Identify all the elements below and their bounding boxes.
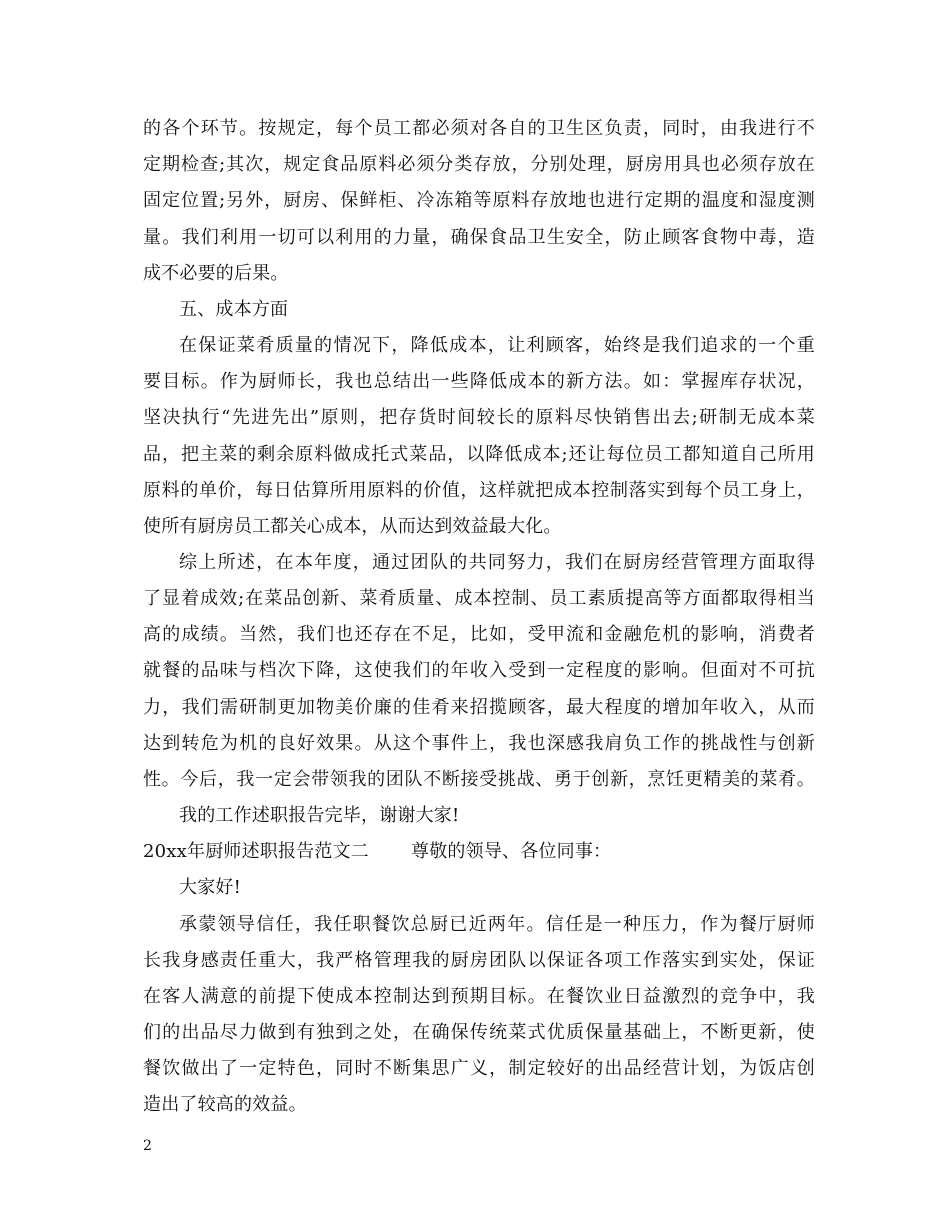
- paragraph-line: 综上所述，在本年度，通过团队的共同努力，我们在厨房经营管理方面取得: [179, 552, 815, 573]
- paragraph-line: 要目标。作为厨师长，我也总结出一些降低成本的新方法。如：掌握库存状况，: [143, 371, 815, 392]
- paragraph-line: 坚决执行“先进先出”原则，把存货时间较长的原料尽快销售出去;研制无成本菜: [143, 407, 815, 428]
- paragraph-line: 长我身感责任重大，我严格管理我的厨房团队以保证各项工作落实到实处，保证: [143, 950, 815, 971]
- paragraph-line: 量。我们利用一切可以利用的力量，确保食品卫生安全，防止顾客食物中毒，造: [143, 227, 815, 248]
- document-title: 20xx年厨师述职报告范文二: [143, 841, 370, 862]
- paragraph-line: 品，把主菜的剩余原料做成托式菜品，以降低成本;还让每位员工都知道自己所用: [143, 444, 815, 465]
- paragraph-line: 我的工作述职报告完毕，谢谢大家!: [179, 805, 460, 826]
- paragraph-line: 在保证菜肴质量的情况下，降低成本，让利顾客，始终是我们追求的一个重: [179, 335, 815, 356]
- paragraph-line: 餐饮做出了一定特色，同时不断集思广义，制定较好的出品经营计划，为饭店创: [143, 1058, 815, 1079]
- paragraph-line: 达到转危为机的良好效果。从这个事件上，我也深感我肩负工作的挑战性与创新: [143, 733, 815, 754]
- paragraph-line: 定期检查;其次，规定食品原料必须分类存放，分别处理，厨房用具也必须存放在: [143, 154, 815, 175]
- paragraph-line: 承蒙领导信任，我任职餐饮总厨已近两年。信任是一种压力，作为餐厅厨师: [179, 914, 815, 935]
- section-heading: 五、成本方面: [179, 299, 289, 320]
- greeting: 尊敬的领导、各位同事：: [411, 841, 612, 862]
- paragraph-line: 高的成绩。当然，我们也还存在不足，比如，受甲流和金融危机的影响，消费者: [143, 624, 815, 645]
- paragraph-line: 原料的单价，每日估算所用原料的价值，这样就把成本控制落实到每个员工身上，: [143, 480, 815, 501]
- paragraph-line: 造出了较高的效益。: [143, 1094, 307, 1115]
- paragraph-line: 性。今后，我一定会带领我的团队不断接受挑战、勇于创新，烹饪更精美的菜肴。: [143, 769, 815, 790]
- paragraph-line: 成不必要的后果。: [143, 263, 289, 284]
- heading-line: [143, 841, 815, 863]
- paragraph-line: 了显着成效;在菜品创新、菜肴质量、成本控制、员工素质提高等方面都取得相当: [143, 588, 815, 609]
- page-number: 2: [143, 1138, 152, 1154]
- paragraph-line: 们的出品尽力做到有独到之处，在确保传统菜式优质保量基础上，不断更新，使: [143, 1022, 815, 1043]
- paragraph-line: 就餐的品味与档次下降，这使我们的年收入受到一定程度的影响。但面对不可抗: [143, 660, 815, 681]
- paragraph-line: 的各个环节。按规定，每个员工都必须对各自的卫生区负责，同时，由我进行不: [143, 118, 815, 139]
- salutation-line: 大家好!: [179, 877, 242, 898]
- paragraph-line: 力，我们需研制更加物美价廉的佳肴来招揽顾客，最大程度的增加年收入，从而: [143, 697, 815, 718]
- paragraph-line: 固定位置;另外，厨房、保鲜柜、冷冻箱等原料存放地也进行定期的温度和湿度测: [143, 190, 815, 211]
- paragraph-line: 在客人满意的前提下使成本控制达到预期目标。在餐饮业日益激烈的竞争中，我: [143, 986, 815, 1007]
- paragraph-line: 使所有厨房员工都关心成本，从而达到效益最大化。: [143, 516, 562, 537]
